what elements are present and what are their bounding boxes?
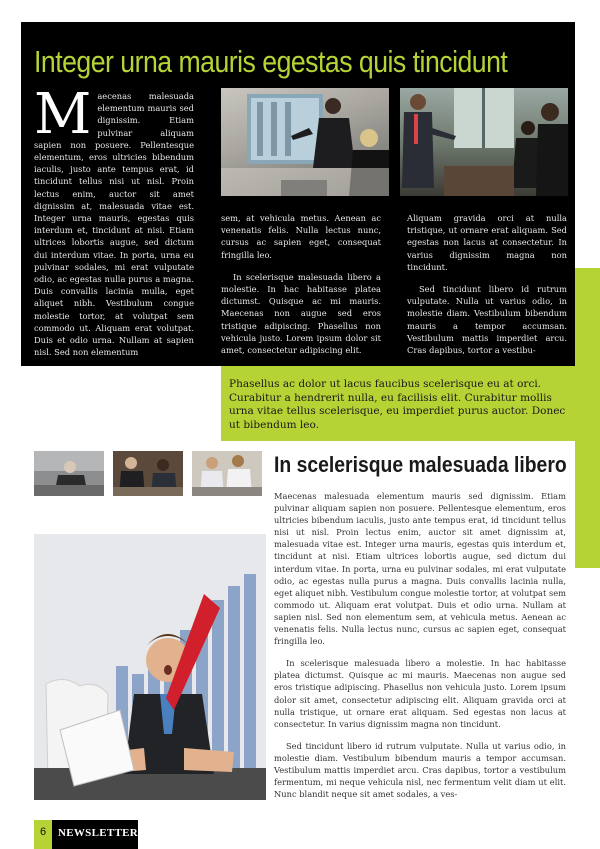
footer-newsletter-label: NEWSLETTER bbox=[58, 827, 139, 839]
column-paragraph: aecenas malesuada elementum mauris sed dignissim. Etiam pulvinar aliquam sapien non posuere. Pellentesque elementum, eros ultricies bibendum iaculis, justo ante tempus erat, id tincidunt tellus nisi ut nisl. Proin lectus enim, auctor sit amet dignissim at, malesuada vitae est. Integer urna mauris, egestas quis interdum et, tincidunt at nisi. Etiam ultrices lobortis augue, sed dictum dui interdum vitae. In porta, urna eu pulvinar sodales, mi erat vulputate odio, ac egestas nulla purus a magna. Duis convallis lacinia mulla, eget aliquet nibh. Vestibulum congue molestie tortor, at volutpat sem commodo ut. Aliquam erat volutpat. Duis et odio urna. Nullam at sapien nisl. Sed non elementum bbox=[34, 91, 194, 358]
pull-quote-text: Phasellus ac dolor ut lacus faucibus scelerisque eu at orci. Curabitur a hendrerit nulla, eu facilisis elit. Curabitur mollis urna vitae tellus scelerisque, eu imperdiet purus auctor. Donec ut bibendum leo. bbox=[229, 378, 566, 431]
business-handshake-photo bbox=[400, 88, 568, 196]
article-column-2 bbox=[221, 212, 381, 366]
column-paragraph: Aliquam gravida orci at nulla tristique, ut ornare erat aliquam. Sed egestas non lacus at consectetur. In varius dignissim magna non tincidunt. bbox=[407, 213, 567, 272]
page-number: 6 bbox=[39, 826, 47, 838]
article-column-3 bbox=[407, 212, 567, 366]
businessman-chart-photo bbox=[34, 534, 266, 800]
column-paragraph: sem, at vehicula metus. Aenean ac venenatis felis. Nulla lectus nunc, cursus ac sapien eget, consequat fringilla leo. bbox=[221, 213, 381, 260]
top-white-notch bbox=[408, 0, 600, 22]
section-title: In scelerisque malesuada libero bbox=[274, 452, 567, 477]
drop-cap: M bbox=[34, 82, 92, 147]
body-paragraph: Sed tincidunt libero id rutrum vulputate. Nulla ut varius odio, in molestie diam. Vestibulum bibendum mauris a tempor accumsan. Vestibulum mattis imperdiet arcu. Cras dapibus, tortor a vestibulum fermentum, mi neque vehicula nisl, nec fermentum velit diam ut elit. Nunc blandit neque sit amet sodales, a ves- bbox=[274, 740, 566, 800]
column-paragraph: Sed tincidunt libero id rutrum vulputate. Nulla ut varius odio, in molestie diam. Vestibulum bibendum mauris a tempor accumsan. Vestibulum mattis imperdiet arcu. Cras dapibus, tortor a vestibu- bbox=[407, 284, 567, 356]
thumbnail-photo-1 bbox=[34, 451, 104, 496]
section-body bbox=[274, 490, 566, 810]
body-paragraph: Maecenas malesuada elementum mauris sed dignissim. Etiam pulvinar aliquam sapien non posuere. Pellentesque elementum, eros ultricies bibendum iaculis, justo ante tempus erat, id tincidunt tellus nisi ut nisl. Proin lectus enim, auctor sit amet dignissim at, malesuada vitae est. Integer urna mauris, egestas quis interdum et, tincidunt at nisi. Etiam ultrices lobortis augue, sed dictum dui interdum vitae. In porta, urna eu pulvinar sodales, mi erat vulputate odio, ac egestas nulla purus a magna. Duis convallis lacinia nulla, eget aliquet nibh. Vestibulum congue molestie tortor, at volutpat sem commodo ut. Aliquam erat volutpat. Duis et odio urna. Nullam at sapien nisl. Sed non elementum sem, at vehicula metus. Aenean ac venenatis felis. Nulla lectus nunc, cursus ac sapien eget, consequat fringilla leo. bbox=[274, 491, 566, 647]
body-paragraph: In scelerisque malesuada libero a molestie. In hac habitasse platea dictumst. Quisque ac mi mauris. Maecenas non augue sed eros tristique adipiscing. Phasellus non vehicula justo. Lorem ipsum dolor sit amet, consectetur adipiscing elit. Aliquam gravida orci at nulla tristique, ut ornare erat aliquam. Sed egestas non lacus at consectetur. In varius dignissim magna non tincidunt. bbox=[274, 658, 566, 729]
thumbnail-photo-3 bbox=[192, 451, 262, 496]
article-column-1 bbox=[34, 82, 194, 368]
thumbnail-photo-2 bbox=[113, 451, 183, 496]
column-paragraph: In scelerisque malesuada libero a molestie. In hac habitasse platea dictumst. Quisque ac mi mauris. Maecenas non augue sed eros tristique adipiscing. Phasellus non vehicula justo. Lorem ipsum dolor sit amet, consectetur adipiscing elit. bbox=[221, 271, 381, 356]
page-headline: Integer urna mauris egestas quis tincidunt bbox=[34, 44, 508, 79]
green-side-bar bbox=[575, 268, 600, 568]
meeting-presentation-photo bbox=[221, 88, 389, 196]
